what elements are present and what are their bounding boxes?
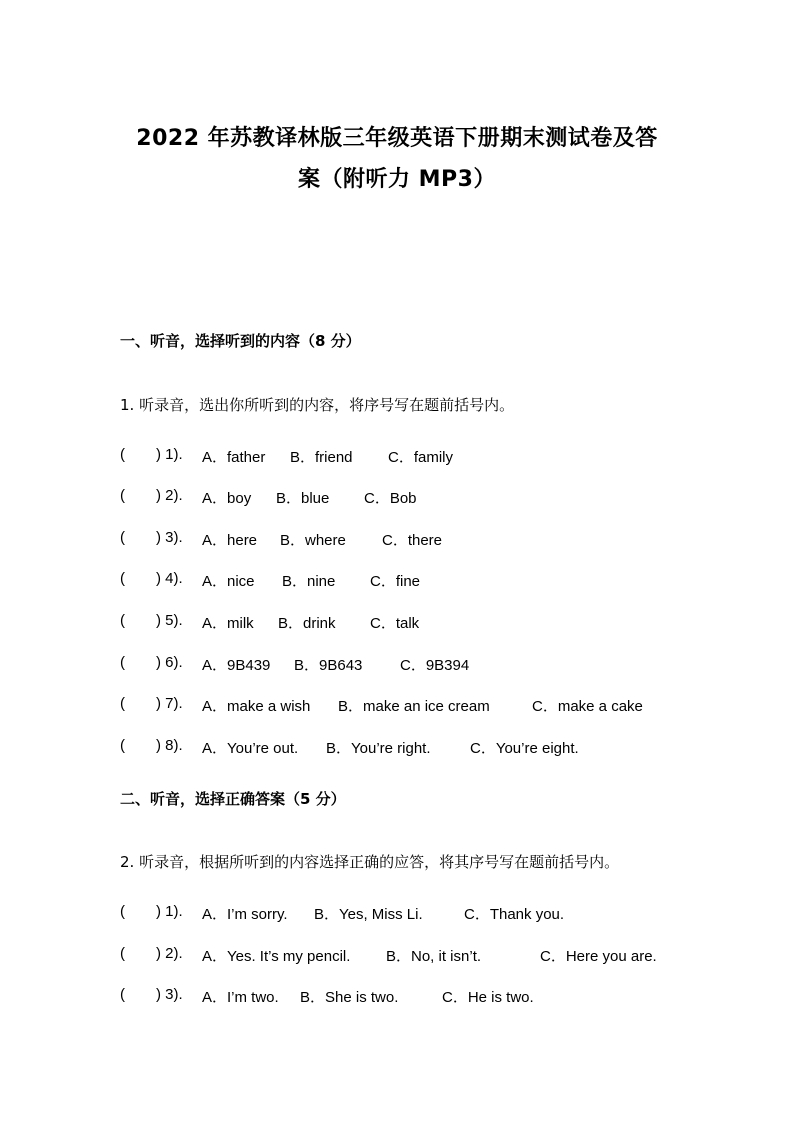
- option-c: C．make a cake: [532, 698, 643, 715]
- answer-paren-open: (: [120, 695, 125, 712]
- document-title-line-1: 2022 年苏教译林版三年级英语下册期末测试卷及答: [136, 126, 658, 151]
- answer-paren-open: (: [120, 487, 125, 504]
- question-number: ) 2).: [156, 945, 183, 962]
- section-heading-2: 二、听音，选择正确答案（5 分）: [120, 790, 346, 808]
- answer-paren-open: (: [120, 446, 125, 463]
- question-number: ) 1).: [156, 903, 183, 920]
- option-b: B．No, it isn’t.: [386, 948, 482, 965]
- option-c: C．Thank you.: [464, 906, 565, 923]
- question-number: ) 7).: [156, 695, 183, 712]
- option-c: C．family: [388, 449, 454, 466]
- option-a: A．father: [202, 449, 266, 466]
- question-number: ) 3).: [156, 529, 183, 546]
- option-c: C．there: [382, 532, 443, 549]
- question-number: ) 3).: [156, 986, 183, 1003]
- section-heading-1: 一、听音，选择听到的内容（8 分）: [120, 332, 361, 350]
- option-c: C．fine: [370, 573, 421, 590]
- answer-paren-open: (: [120, 654, 125, 671]
- question-number: ) 8).: [156, 737, 183, 754]
- option-b: B．She is two.: [300, 989, 399, 1006]
- question-number: ) 4).: [156, 570, 183, 587]
- option-b: B．where: [280, 532, 346, 549]
- option-b: B．You’re right.: [326, 740, 431, 757]
- option-b: B．Yes, Miss Li.: [314, 906, 423, 923]
- section-instruction-1: 1. 听录音，选出你所听到的内容，将序号写在题前括号内。: [120, 396, 515, 414]
- option-a: A．make a wish: [202, 698, 311, 715]
- option-b: B．friend: [290, 449, 353, 466]
- question-number: ) 5).: [156, 612, 183, 629]
- question-number: ) 1).: [156, 446, 183, 463]
- option-b: B．drink: [278, 615, 336, 632]
- answer-paren-open: (: [120, 945, 125, 962]
- option-a: A．9B439: [202, 657, 271, 674]
- question-number: ) 6).: [156, 654, 183, 671]
- option-a: A．here: [202, 532, 258, 549]
- option-c: C．9B394: [400, 657, 470, 674]
- answer-paren-open: (: [120, 612, 125, 629]
- option-b: B．blue: [276, 490, 330, 507]
- option-a: A．I’m two.: [202, 989, 279, 1006]
- option-a: A．milk: [202, 615, 254, 632]
- answer-paren-open: (: [120, 986, 125, 1003]
- option-a: A．nice: [202, 573, 255, 590]
- option-b: B．9B643: [294, 657, 363, 674]
- option-b: B．nine: [282, 573, 336, 590]
- option-b: B．make an ice cream: [338, 698, 490, 715]
- option-c: C．Here you are.: [540, 948, 657, 965]
- answer-paren-open: (: [120, 570, 125, 587]
- option-a: A．You’re out.: [202, 740, 299, 757]
- option-c: C．talk: [370, 615, 420, 632]
- option-a: A．I’m sorry.: [202, 906, 288, 923]
- option-c: C．Bob: [364, 490, 417, 507]
- section-instruction-2: 2. 听录音，根据所听到的内容选择正确的应答，将其序号写在题前括号内。: [120, 853, 620, 871]
- option-c: C．He is two.: [442, 989, 534, 1006]
- answer-paren-open: (: [120, 737, 125, 754]
- question-number: ) 2).: [156, 487, 183, 504]
- option-a: A．Yes. It’s my pencil.: [202, 948, 351, 965]
- option-a: A．boy: [202, 490, 252, 507]
- answer-paren-open: (: [120, 529, 125, 546]
- answer-paren-open: (: [120, 903, 125, 920]
- document-title-line-2: 案（附听力 MP3）: [298, 167, 496, 192]
- option-c: C．You’re eight.: [470, 740, 579, 757]
